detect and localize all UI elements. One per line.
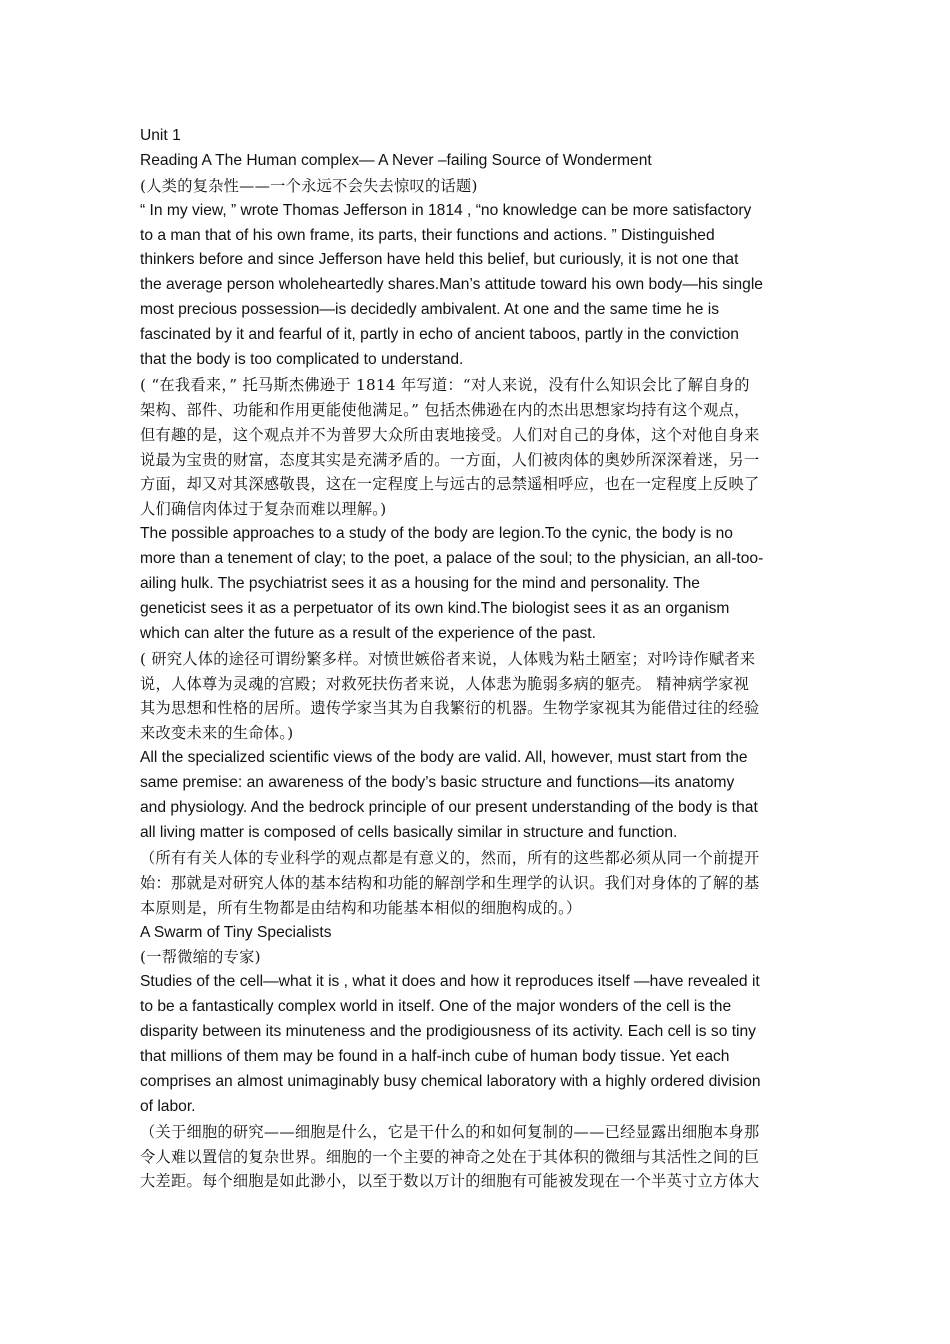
text-line: 始：那就是对研究人体的基本结构和功能的解剖学和生理学的认识。我们对身体的了解的基 <box>140 873 760 892</box>
text-line: ailing hulk. The psychiatrist sees it as a housing for the mind and personality. The <box>140 575 700 593</box>
text-line: 其为思想和性格的居所。遗传学家当其为自我繁衍的机器。生物学家视其为能借过往的经验 <box>140 699 760 718</box>
text-line: most precious possession—is decidedly ambivalent. At one and the same time he is <box>140 301 720 319</box>
text-line: disparity between its minuteness and the prodigiousness of its activity. Each cell is so tiny <box>140 1023 756 1041</box>
text-line: same premise: an awareness of the body’s basic structure and functions—its anatomy <box>140 774 735 792</box>
text-line: ( 研究人体的途径可谓纷繁多样。对愤世嫉俗者来说，人体贱为粘土陋室；对吟诗作赋者来 <box>140 649 756 668</box>
text-line: all living matter is composed of cells basically similar in structure and function. <box>140 823 678 841</box>
paragraph-4-english <box>140 970 812 1119</box>
text-line: 但有趣的是，这个观点并不为普罗大众所由衷地接受。人们对自己的身体，这个对他自身来 <box>140 425 760 444</box>
text-line: geneticist sees it as a perpetuator of its own kind.The biologist sees it as an organism <box>140 599 730 617</box>
paragraph-1-translation <box>140 373 812 522</box>
text-line: 说，人体尊为灵魂的宫殿；对救死扶伤者来说，人体悲为脆弱多病的躯壳。 精神病学家视 <box>140 674 750 693</box>
paragraph-2-english <box>140 522 812 646</box>
text-line: of labor. <box>140 1097 196 1115</box>
unit-title: Unit 1 <box>140 127 181 144</box>
text-line: that the body is too complicated to understand. <box>140 351 464 369</box>
text-line: comprises an almost unimaginably busy chemical laboratory with a highly ordered division <box>140 1072 761 1090</box>
text-line: 人们确信肉体过于复杂而难以理解。) <box>140 500 387 519</box>
section-title-translation: (一帮微缩的专家) <box>140 948 261 967</box>
paragraph-2-translation <box>140 647 812 747</box>
paragraph-3-english <box>140 746 812 846</box>
text-line: 架构、部件、功能和作用更能使他满足。” 包括杰佛逊在内的杰出思想家均持有这个观点， <box>140 400 750 419</box>
section-title: A Swarm of Tiny Specialists <box>140 923 332 941</box>
paragraph-4-translation <box>140 1120 812 1195</box>
text-line: to a man that of his own frame, its parts, their functions and actions. ” Distinguished <box>140 226 715 244</box>
document-page <box>140 124 812 1194</box>
text-line: “ In my view, ” wrote Thomas Jefferson in 1814 , “no knowledge can be more satisfactory <box>140 201 752 219</box>
text-line: （所有有关人体的专业科学的观点都是有意义的，然而，所有的这些都必须从同一个前提开 <box>140 848 760 867</box>
paragraph-3-translation <box>140 846 812 921</box>
text-line: and physiology. And the bedrock principle of our present understanding of the body is that <box>140 799 758 817</box>
text-line: that millions of them may be found in a half-inch cube of human body tissue. Yet each <box>140 1047 730 1065</box>
text-line: 大差距。每个细胞是如此渺小，以至于数以万计的细胞有可能被发现在一个半英寸立方体大 <box>140 1172 760 1191</box>
text-line: ( “在我看来，” 托马斯杰佛逊于 1814 年写道：“对人来说，没有什么知识会比了解自身的 <box>140 375 750 394</box>
text-line: more than a tenement of clay; to the poet, a palace of the soul; to the physician, an all-too- <box>140 550 764 568</box>
text-line: fascinated by it and fearful of it, partly in echo of ancient taboos, partly in the conviction <box>140 326 739 344</box>
reading-title-translation: (人类的复杂性——一个永远不会失去惊叹的话题) <box>140 176 478 195</box>
reading-title: Reading A The Human complex— A Never –failing Source of Wonderment <box>140 151 652 169</box>
text-line: The possible approaches to a study of the body are legion.To the cynic, the body is no <box>140 525 733 543</box>
text-line: the average person wholeheartedly shares.Man’s attitude toward his own body—his single <box>140 276 763 294</box>
text-line: 令人难以置信的复杂世界。细胞的一个主要的神奇之处在于其体积的微细与其活性之间的巨 <box>140 1147 760 1166</box>
text-line: （关于细胞的研究——细胞是什么，它是干什么的和如何复制的——已经显露出细胞本身那 <box>140 1122 760 1141</box>
text-line: which can alter the future as a result of the experience of the past. <box>140 624 596 642</box>
text-line: 方面，却又对其深感敬畏，这在一定程度上与远古的忌禁遥相呼应，也在一定程度上反映了 <box>140 475 760 494</box>
text-line: Studies of the cell—what it is , what it does and how it reproduces itself —have revealed it <box>140 973 760 991</box>
text-line: 本原则是，所有生物都是由结构和功能基本相似的细胞构成的。） <box>140 898 582 917</box>
paragraph-1-english <box>140 199 812 373</box>
text-line: thinkers before and since Jefferson have held this belief, but curiously, it is not one that <box>140 251 739 269</box>
text-line: 说最为宝贵的财富，态度其实是充满矛盾的。一方面，人们被肉体的奥妙所深深着迷，另一 <box>140 450 760 469</box>
text-line: 来改变未来的生命体。) <box>140 724 294 743</box>
text-line: All the specialized scientific views of the body are valid. All, however, must start from the <box>140 749 748 767</box>
text-line: to be a fantastically complex world in itself. One of the major wonders of the cell is the <box>140 998 732 1016</box>
